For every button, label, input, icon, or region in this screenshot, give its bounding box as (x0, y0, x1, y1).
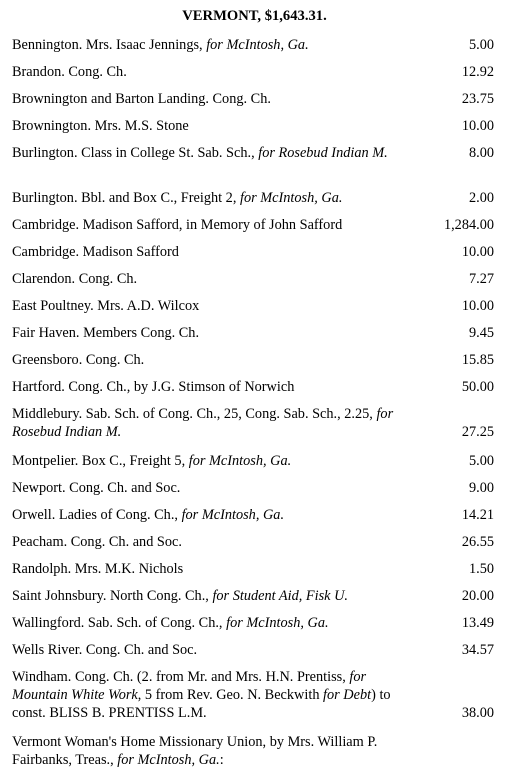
donation-description (12, 144, 412, 162)
donation-entry (12, 297, 494, 315)
donation-entry (12, 324, 494, 342)
donation-entry (12, 641, 494, 659)
donation-amount: 23.75 (461, 91, 494, 107)
donor-text: Cambridge. Madison Safford, in Memory of John Safford (12, 217, 343, 233)
donation-entry (12, 587, 494, 605)
donor-text: Clarendon. Cong. Ch. (12, 271, 138, 287)
donation-entry (12, 560, 494, 578)
donor-text: Fair Haven. Members Cong. Ch. (12, 325, 200, 341)
donation-description (12, 378, 412, 396)
donor-text: Bennington. Mrs. Isaac Jennings, (12, 37, 207, 53)
donation-description (12, 63, 412, 81)
designation-text: for McIntosh, Ga. (226, 615, 329, 631)
donation-amount: 1,284.00 (443, 217, 494, 233)
donation-entry (12, 216, 494, 234)
donor-text: Brownington. Mrs. M.S. Stone (12, 118, 189, 134)
donation-amount: 27.25 (461, 424, 494, 440)
donation-entry (12, 117, 494, 135)
donation-description (12, 452, 412, 470)
donation-amount: 10.00 (461, 118, 494, 134)
donation-description (12, 533, 412, 551)
donation-amount: 15.85 (461, 352, 494, 368)
donation-amount: 5.00 (468, 37, 494, 53)
donation-entry (12, 270, 494, 288)
donation-amount: 2.00 (468, 190, 494, 206)
designation-text: for Mountain White Work (12, 669, 367, 703)
donation-description (12, 189, 412, 207)
donation-entry (12, 90, 494, 108)
donor-text: , 5 from Rev. Geo. N. Beckwith (137, 687, 324, 703)
donor-text: Burlington. Class in College St. Sab. Sch., (12, 145, 259, 161)
donor-text: Vermont Woman's Home Missionary Union, by Mrs. William P. Fairbanks, Treas., (12, 734, 378, 768)
donor-text: Orwell. Ladies of Cong. Ch., (12, 507, 182, 523)
donation-entry (12, 189, 494, 207)
donation-amount: 13.49 (461, 615, 494, 631)
donation-description (12, 560, 412, 578)
donation-amount: 10.00 (461, 244, 494, 260)
donation-amount: 50.00 (461, 379, 494, 395)
donor-text: Wallingford. Sab. Sch. of Cong. Ch., (12, 615, 227, 631)
donor-text: Windham. Cong. Ch. (2. from Mr. and Mrs. H.N. Prentiss, (12, 669, 350, 685)
donor-text: Greensboro. Cong. Ch. (12, 352, 145, 368)
donation-description (12, 351, 412, 369)
designation-text: for McIntosh, Ga. (117, 752, 220, 768)
donation-amount: 5.00 (468, 453, 494, 469)
donation-entry (12, 243, 494, 261)
donor-text: Wells River. Cong. Ch. and Soc. (12, 642, 198, 658)
donation-description (12, 243, 412, 261)
donor-text: Burlington. Bbl. and Box C., Freight 2, (12, 190, 240, 206)
donation-amount: 14.21 (461, 507, 494, 523)
donation-amount: 34.57 (461, 642, 494, 658)
donation-amount: 7.27 (468, 271, 494, 287)
donation-amount: 9.00 (468, 480, 494, 496)
donation-amount: 38.00 (461, 705, 494, 721)
donor-text: Brownington and Barton Landing. Cong. Ch. (12, 91, 271, 107)
designation-text: for Rosebud Indian M. (12, 406, 394, 440)
designation-text: for McIntosh, Ga. (206, 37, 309, 53)
donation-amount: 10.00 (461, 298, 494, 314)
donation-description (12, 324, 412, 342)
donation-description (12, 270, 412, 288)
donation-description (12, 36, 412, 54)
donor-text: Cambridge. Madison Safford (12, 244, 179, 260)
donation-entry (12, 668, 494, 722)
donor-text: Brandon. Cong. Ch. (12, 64, 127, 80)
donation-entry (12, 479, 494, 497)
designation-text: for McIntosh, Ga. (239, 190, 343, 206)
donation-entry (12, 63, 494, 81)
donor-text: ) to const. BLISS B. PRENTISS L.M. (12, 687, 391, 721)
designation-text: for Rosebud Indian M. (258, 145, 388, 161)
designation-text: for Student Aid, Fisk U. (212, 588, 348, 604)
donation-amount: 12.92 (461, 64, 494, 80)
donor-text: Saint Johnsbury. North Cong. Ch., (12, 588, 213, 604)
donation-entry (12, 452, 494, 470)
donation-entry (12, 36, 494, 54)
donation-description (12, 641, 412, 659)
donation-entry (12, 351, 494, 369)
donor-text: : (219, 752, 224, 768)
donor-text: Montpelier. Box C., Freight 5, (12, 453, 189, 469)
donation-amount: 1.50 (468, 561, 494, 577)
donation-description (12, 216, 412, 234)
donation-description (12, 506, 412, 524)
donation-description (12, 117, 412, 135)
donation-amount: 20.00 (461, 588, 494, 604)
donation-amount: 26.55 (461, 534, 494, 550)
donor-text: Middlebury. Sab. Sch. of Cong. Ch., 25, Cong. Sab. Sch., 2.25, (12, 406, 377, 422)
donation-amount: 9.45 (468, 325, 494, 341)
donation-entry (12, 405, 494, 441)
donation-entry (12, 614, 494, 632)
donor-text: Randolph. Mrs. M.K. Nichols (12, 561, 184, 577)
donation-description (12, 587, 412, 605)
donation-description (12, 90, 412, 108)
donation-description (12, 668, 412, 722)
donor-text: Hartford. Cong. Ch., by J.G. Stimson of Norwich (12, 379, 295, 395)
donor-text: East Poultney. Mrs. A.D. Wilcox (12, 298, 200, 314)
donation-entry (12, 533, 494, 551)
donation-description (12, 614, 412, 632)
designation-text: for Debt (323, 687, 372, 703)
donation-description (12, 733, 412, 769)
donation-description (12, 405, 412, 441)
donation-entry (12, 506, 494, 524)
designation-text: for McIntosh, Ga. (181, 507, 285, 523)
donation-entry (12, 144, 494, 162)
donation-description (12, 479, 412, 497)
donation-entry (12, 733, 494, 769)
section-heading: VERMONT, $1,643.31. (182, 8, 327, 24)
donation-amount: 8.00 (468, 145, 494, 161)
donor-text: Peacham. Cong. Ch. and Soc. (12, 534, 182, 550)
designation-text: for McIntosh, Ga. (188, 453, 292, 469)
donor-text: Newport. Cong. Ch. and Soc. (12, 480, 181, 496)
donation-entry (12, 378, 494, 396)
donation-description (12, 297, 412, 315)
